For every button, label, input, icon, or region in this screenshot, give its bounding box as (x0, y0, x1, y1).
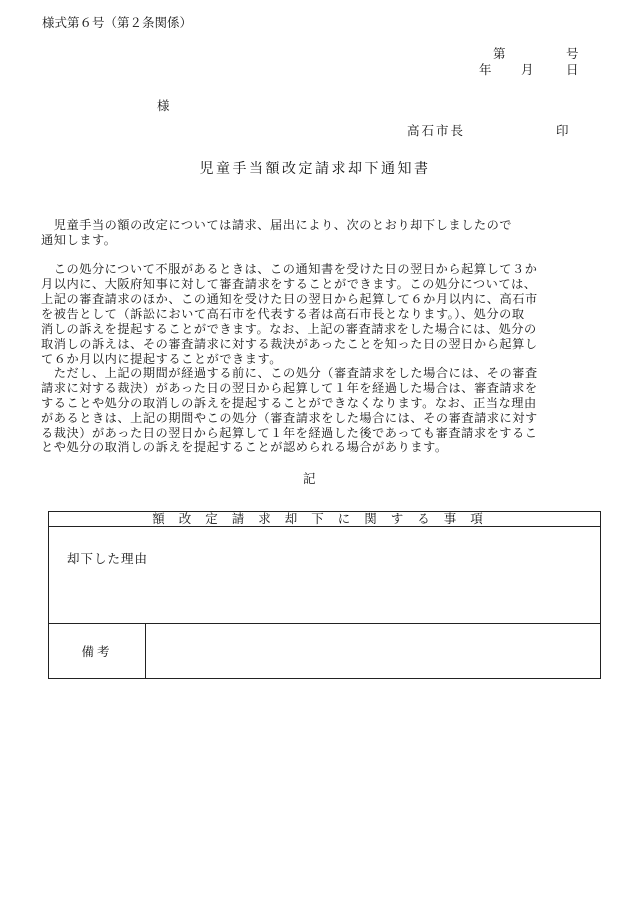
remarks-label: 備考 (49, 624, 146, 679)
issuer-name: 高石市長 (407, 123, 466, 138)
body-line: とや処分の取消しの訴えを提起することが認められる場合があります。 (41, 440, 448, 454)
month-label: 月 (521, 62, 534, 77)
body-line: て６か月以内に提起することができます。 (41, 352, 283, 366)
doc-number-suffix: 号 (566, 46, 579, 61)
form-number: 様式第６号（第２条関係） (42, 15, 193, 30)
body-line: 取消しの訴えは、その審査請求に対する裁決があったことを知った日の翌日から起算し (41, 337, 538, 351)
document-title: 児童手当額改定請求却下通知書 (199, 161, 431, 177)
body-line: ただし、上記の期間が経過する前に、この処分（審査請求をした場合には、その審査 (41, 366, 538, 380)
body-line: を被告として（訴訟において高石市を代表する者は高石市長となります。）、処分の取 (41, 307, 525, 321)
body-line: 請求に対する裁決）があった日の翌日から起算して１年を経過した場合は、審査請求を (41, 381, 538, 395)
doc-number-label: 第 (493, 46, 506, 61)
reason-cell[interactable] (49, 527, 601, 624)
record-label: 記 (303, 471, 316, 486)
recipient-suffix: 様 (157, 98, 170, 113)
body-line: この処分について不服があるときは、この通知書を受けた日の翌日から起算して３か (41, 262, 538, 276)
table-header: 額改定請求却下に関する事項 (49, 512, 601, 527)
seal-mark: 印 (556, 123, 569, 138)
body-line: があるときは、上記の期間やこの処分（審査請求をした場合には、その審査請求に対す (41, 411, 538, 425)
body-line: 消しの訴えを提起することができます。なお、上記の審査請求をした場合には、処分の (41, 322, 537, 336)
body-line: 児童手当の額の改定については請求、届出により、次のとおり却下しましたので (41, 218, 513, 232)
body-line: 通知します。 (41, 233, 117, 247)
body-line: することや処分の取消しの訴えを提起することができなくなります。なお、正当な理由 (41, 396, 537, 410)
day-label: 日 (566, 62, 579, 77)
body-line: る裁決）があった日の翌日から起算して１年を経過した後であっても審査請求をするこ (41, 426, 538, 440)
reason-label: 却下した理由 (67, 551, 149, 566)
details-table (48, 511, 601, 679)
year-label: 年 (479, 62, 492, 77)
body-line: 月以内に、大阪府知事に対して審査請求をすることができます。この処分については、 (41, 277, 537, 291)
remarks-cell[interactable] (146, 624, 601, 679)
body-line: 上記の審査請求のほか、この通知を受けた日の翌日から起算して６か月以内に、高石市 (41, 292, 538, 306)
